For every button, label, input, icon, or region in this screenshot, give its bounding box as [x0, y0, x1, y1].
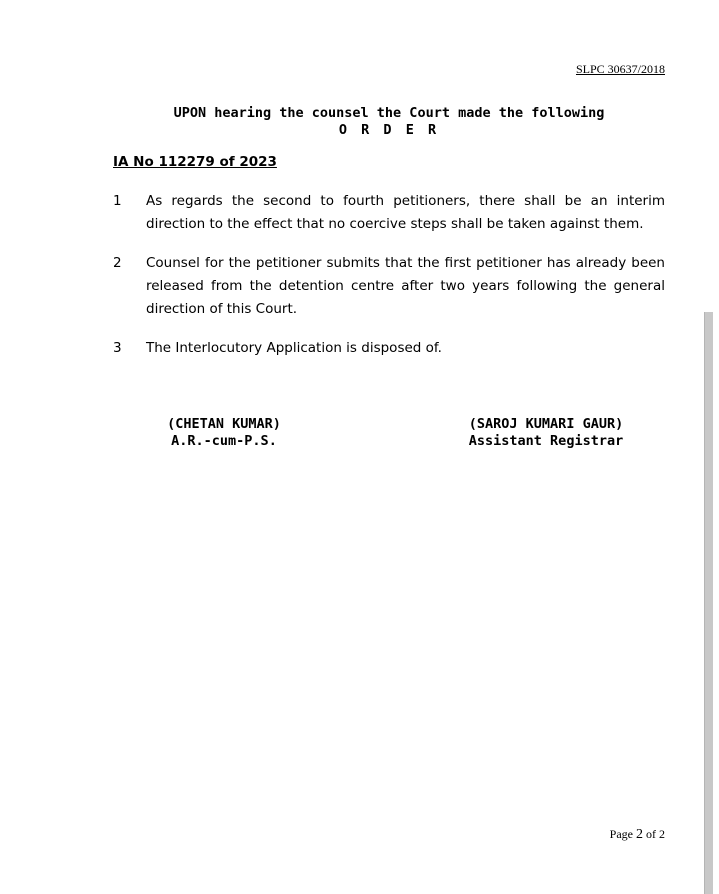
- case-reference: SLPC 30637/2018: [575, 62, 665, 76]
- signatory-designation: A.R.-cum-P.S.: [171, 433, 277, 449]
- order-title: O R D E R: [338, 122, 440, 138]
- paragraph-text: As regards the second to fourth petitioners, there shall be an interim direction to the effect that no coercive steps shall be taken against them.: [146, 193, 665, 232]
- ia-section-title: IA No 112279 of 2023: [113, 154, 277, 170]
- signatory-name: (CHETAN KUMAR): [167, 416, 281, 432]
- paragraph-number: 3: [113, 340, 122, 356]
- paragraph-number: 1: [113, 193, 122, 209]
- paragraph-number: 2: [113, 255, 122, 271]
- order-heading: [0, 105, 719, 139]
- paragraph: [113, 190, 665, 236]
- paragraph-text: The Interlocutory Application is disposed of.: [146, 340, 442, 356]
- page-current: 2: [636, 827, 643, 842]
- signature-left: [163, 416, 285, 450]
- page-total: 2: [659, 827, 665, 841]
- page-number: [610, 827, 665, 843]
- signatory-designation: Assistant Registrar: [468, 433, 624, 449]
- vertical-scrollbar[interactable]: [704, 312, 713, 894]
- paragraph-text: Counsel for the petitioner submits that the first petitioner has already been released from the detention centre after two years following the general direction of this Court.: [146, 255, 665, 317]
- paragraph: [113, 252, 665, 321]
- signature-right: [462, 416, 630, 450]
- signatory-name: (SAROJ KUMARI GAUR): [468, 416, 624, 432]
- paragraph: [113, 337, 665, 360]
- page-label: Page: [609, 827, 633, 841]
- page-separator: of: [646, 827, 656, 841]
- heading-line: UPON hearing the counsel the Court made the following: [173, 105, 605, 121]
